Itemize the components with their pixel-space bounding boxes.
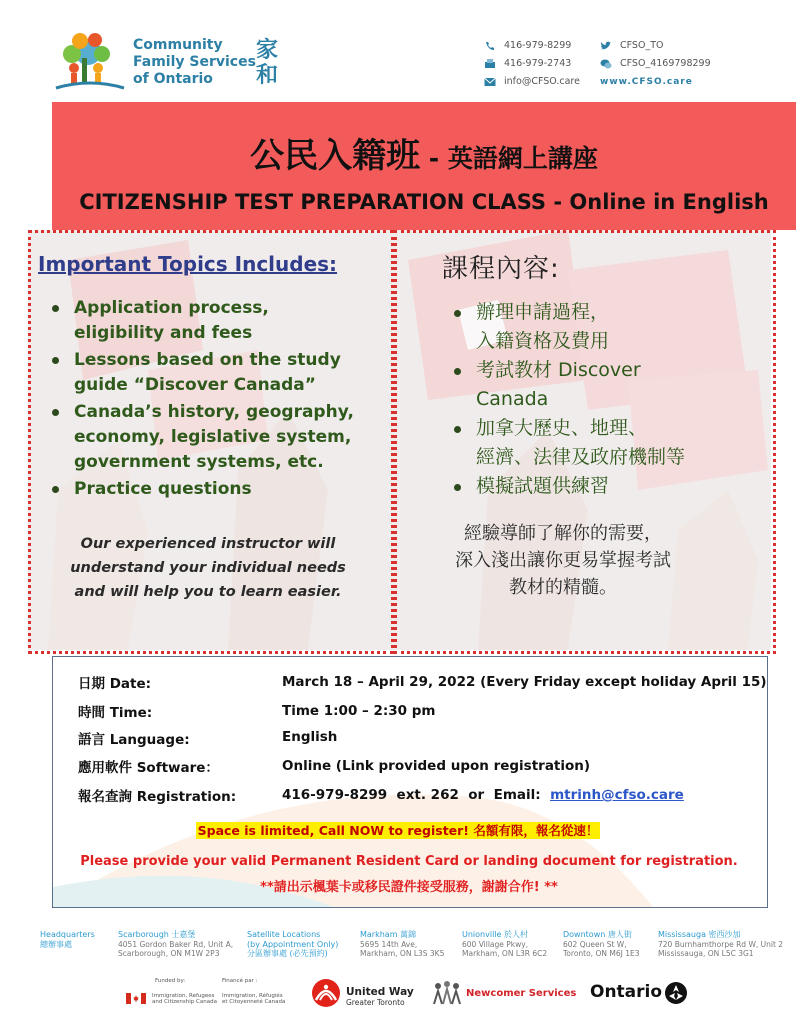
canada-flag-icon	[126, 993, 146, 1004]
registration-label: 報名查詢 Registration:	[78, 789, 237, 805]
ircc-line: and Citizenship Canada	[152, 999, 217, 1005]
list-item	[50, 477, 370, 502]
space-limited-notice	[0, 821, 796, 840]
date-label: 日期 Date:	[78, 676, 152, 692]
list-item	[50, 348, 370, 398]
location-unionville	[462, 930, 547, 959]
email-text: info@CFSO.care	[504, 76, 580, 87]
instructor-note-chinese	[398, 520, 728, 601]
topics-list-chinese	[452, 298, 762, 501]
location-title: Unionville 於人村	[462, 930, 528, 939]
registration-phone: 416-979-8299 ext. 262 or Email:	[282, 787, 551, 803]
location-title: Downtown 唐人街	[563, 930, 632, 939]
location-title: Satellite Locations	[247, 930, 321, 939]
space-limited-text: Space is limited, Call NOW to register! 名額有限，報名從速！	[197, 823, 599, 838]
note-line: understand your individual needs	[70, 560, 346, 576]
software-label: 應用軟件 Software：	[78, 760, 219, 776]
contact-email	[484, 76, 580, 87]
location-line: Toronto, ON M6J 1E3	[563, 949, 640, 958]
fax-icon	[484, 59, 496, 69]
location-downtown	[563, 930, 639, 959]
list-item	[50, 296, 370, 346]
list-item	[452, 356, 762, 414]
list-item	[452, 414, 762, 472]
note-line: Our experienced instructor will	[80, 536, 336, 552]
list-item	[452, 472, 762, 501]
list-item-line: 模擬試題供練習	[476, 475, 610, 497]
language-value: English	[282, 729, 338, 745]
list-item-line: 入籍資格及費用	[476, 330, 610, 352]
org-name-chinese-char: 家	[256, 37, 279, 63]
location-title: (by Appointment Only)	[247, 939, 339, 949]
list-item-line: eligibility and fees	[74, 323, 253, 343]
twitter-icon	[600, 41, 612, 51]
topics-heading-chinese: 課程內容:	[442, 254, 560, 284]
united-way-name: United Way	[346, 986, 414, 998]
location-line: Mississauga, ON L5C 3G1	[658, 949, 754, 958]
united-way-region: Greater Toronto	[346, 998, 405, 1007]
document-notice-chinese: **請出示楓葉卡或移民證件接受服務，謝謝合作! **	[260, 880, 558, 895]
topics-list-english	[50, 296, 370, 504]
location-title: 總辦事處	[40, 939, 72, 949]
list-item-line: 經濟、法律及政府機制等	[476, 446, 686, 468]
org-name-chinese	[256, 38, 278, 88]
location-scarborough	[118, 930, 233, 959]
list-item-line: economy, legislative system,	[74, 427, 352, 447]
ontario-trillium-icon	[664, 981, 688, 1005]
org-name-line: Family Services	[133, 54, 256, 70]
contact-phone	[484, 40, 571, 51]
contact-twitter	[600, 40, 663, 51]
list-item-line: Practice questions	[74, 479, 252, 499]
location-title: Mississauga 密西沙加	[658, 930, 741, 939]
funded-by-label: Funded by:	[155, 978, 186, 984]
location-line: 602 Queen St W,	[563, 939, 627, 949]
list-item-line: 辦理申請過程，	[476, 301, 610, 323]
list-item	[50, 400, 370, 475]
topics-heading-english: Important Topics Includes:	[38, 252, 338, 276]
instructor-note-english	[40, 532, 376, 604]
location-headquarters	[40, 930, 95, 949]
location-line: 4051 Gordon Baker Rd, Unit A,	[118, 939, 234, 949]
org-name	[133, 37, 256, 88]
ontario-text: Ontario	[590, 982, 663, 1002]
location-line: 720 Burnhamthorpe Rd W, Unit 2	[658, 939, 784, 949]
org-name-line: of Ontario	[133, 71, 213, 87]
location-line: Markham, ON L3R 6C2	[462, 949, 548, 958]
phone-text: 416-979-8299	[504, 40, 572, 51]
note-line: 深入淺出讓你更易掌握考試	[455, 550, 671, 571]
ircc-line: et Citoyenneté Canada	[222, 999, 286, 1005]
date-value: March 18 – April 29, 2022 (Every Friday except holiday April 15)	[282, 674, 767, 690]
contact-fax	[484, 58, 571, 69]
title-chinese-sub: - 英語網上講座	[420, 144, 598, 173]
newcomer-services-text: Newcomer Services	[466, 988, 577, 999]
location-line: Markham, ON L3S 3K5	[360, 949, 445, 958]
note-line: and will help you to learn easier.	[74, 584, 342, 600]
envelope-icon	[484, 77, 496, 87]
list-item	[452, 298, 762, 356]
twitter-text: CFSO_TO	[620, 40, 664, 51]
location-mississauga	[658, 930, 783, 959]
list-item-line: 考試教材 Discover	[476, 359, 641, 381]
time-value: Time 1:00 – 2:30 pm	[282, 703, 436, 719]
ircc-line: Immigration, Refugees	[152, 993, 215, 999]
united-way-text	[346, 986, 414, 1007]
list-item-line: government systems, etc.	[74, 452, 324, 472]
note-line: 經驗導師了解你的需要，	[464, 523, 662, 544]
ircc-english	[152, 993, 217, 1005]
list-item-line: Application process,	[74, 298, 269, 318]
location-title: Scarborough 士嘉堡	[118, 930, 196, 939]
wechat-icon	[600, 59, 612, 69]
title-chinese	[52, 128, 796, 177]
location-line: 5695 14th Ave,	[360, 939, 418, 949]
location-title: 分區辦事處 (必先預約)	[247, 949, 328, 958]
phone-icon	[484, 41, 496, 51]
wechat-text: CFSO_4169798299	[620, 58, 711, 69]
document-notice-english: Please provide your valid Permanent Resident Card or landing document for registration.	[80, 854, 738, 869]
list-item-line: Canada’s history, geography,	[74, 402, 354, 422]
software-value: Online (Link provided upon registration)	[282, 758, 591, 774]
note-line: 教材的精髓。	[509, 577, 617, 598]
location-line: Scarborough, ON M1W 2P3	[118, 949, 220, 958]
class-details-box	[52, 656, 768, 908]
registration-email-link[interactable]: mtrinh@cfso.care	[550, 787, 684, 803]
location-satellite	[247, 930, 338, 959]
location-title: Headquarters	[40, 930, 95, 939]
ircc-line: Immigration, Réfugiés	[222, 993, 283, 999]
location-line: 600 Village Pkwy,	[462, 939, 529, 949]
location-title: Markham 萬錦	[360, 930, 417, 939]
list-item-line: Lessons based on the study	[74, 350, 341, 370]
ircc-french	[222, 993, 285, 1005]
background-swoosh	[53, 657, 767, 907]
location-markham	[360, 930, 444, 959]
newcomer-people-icon	[432, 980, 462, 1006]
org-name-chinese-char: 和	[256, 62, 279, 88]
title-english: CITIZENSHIP TEST PREPARATION CLASS - Online in English	[79, 190, 769, 214]
title-chinese-main: 公民入籍班	[250, 136, 421, 176]
united-way-logo-icon	[310, 978, 342, 1008]
fax-text: 416-979-2743	[504, 58, 572, 69]
list-item-line: 加拿大歷史、地理、	[476, 417, 648, 439]
language-label: 語言 Language:	[78, 732, 190, 748]
list-item-line: guide “Discover Canada”	[74, 375, 316, 395]
list-item-line: Canada	[476, 388, 549, 410]
financed-by-label: Financé par :	[222, 978, 258, 984]
contact-wechat	[600, 58, 711, 69]
org-name-line: Community	[133, 37, 223, 53]
registration-value	[282, 787, 684, 803]
time-label: 時間 Time:	[78, 705, 153, 721]
website-link[interactable]: www.CFSO.care	[600, 77, 693, 87]
